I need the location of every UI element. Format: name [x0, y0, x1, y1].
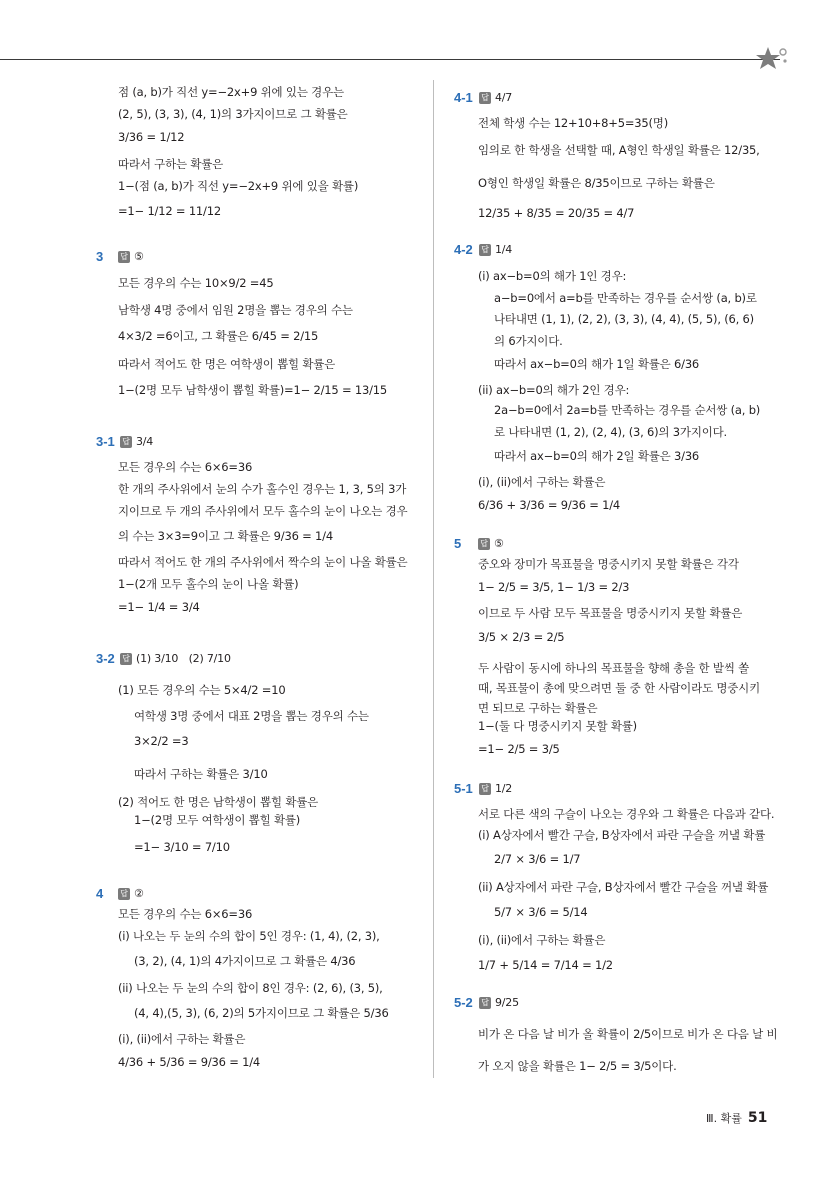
answer-badge: 답 [118, 251, 130, 263]
text-line: 1−(2명 모두 여학생이 뽑힐 확률) [134, 813, 301, 827]
text-line: (i), (ii)에서 구하는 확률은 [118, 1032, 246, 1046]
text-line: =1− 1/4 = 3/4 [118, 600, 200, 614]
text-line: (3, 2), (4, 1)의 4가지이므로 그 확률은 4/36 [134, 954, 356, 968]
problem-number: 5-1 [454, 781, 473, 796]
text-line: (2, 5), (3, 3), (4, 1)의 3가지이므로 그 확률은 [118, 107, 348, 121]
text-line: 4/36 + 5/36 = 9/36 = 1/4 [118, 1055, 261, 1069]
text-line: 따라서 구하는 확률은 3/10 [134, 767, 268, 781]
text-line: 따라서 적어도 한 개의 주사위에서 짝수의 눈이 나올 확률은 [118, 555, 408, 569]
text-line: (i) A상자에서 빨간 구슬, B상자에서 파란 구슬을 꺼낼 확률 [478, 828, 766, 842]
answer-badge: 답 [120, 653, 132, 665]
text-line: 3/36 = 1/12 [118, 130, 185, 144]
text-line: 6/36 + 3/36 = 9/36 = 1/4 [478, 498, 621, 512]
text-line: 1/7 + 5/14 = 7/14 = 1/2 [478, 958, 613, 972]
answer-label [479, 90, 512, 104]
text-line: 1−(2명 모두 남학생이 뽑힐 확률)=1− 2/15 = 13/15 [118, 383, 388, 397]
answer-label [479, 781, 512, 795]
column-divider [433, 80, 434, 1078]
text-line: 의 수는 3×3=9이고 그 확률은 9/36 = 1/4 [118, 529, 333, 543]
answer-value: 9/25 [495, 996, 519, 1009]
text-line: 전체 학생 수는 12+10+8+5=35(명) [478, 116, 668, 130]
answer-badge: 답 [479, 244, 491, 256]
text-line: 임의로 한 학생을 선택할 때, A형인 학생일 확률은 12/35, [478, 143, 760, 157]
answer-badge: 답 [479, 783, 491, 795]
text-line: 나타내면 (1, 1), (2, 2), (3, 3), (4, 4), (5, 5), (6, 6) [494, 312, 754, 326]
text-line: 지이므로 두 개의 주사위에서 모두 홀수의 눈이 나오는 경우 [118, 504, 408, 518]
answer-value: ⑤ [494, 537, 504, 550]
answer-badge: 답 [478, 538, 490, 550]
answer-value: (2) 7/10 [188, 652, 231, 665]
text-line: 점 (a, b)가 직선 y=−2x+9 위에 있는 경우는 [118, 85, 344, 99]
text-line: (ii) ax−b=0의 해가 2인 경우: [478, 383, 630, 397]
answer-value: 1/4 [495, 243, 513, 256]
text-line: =1− 1/12 = 11/12 [118, 204, 221, 218]
text-line: 중오와 장미가 목표물을 명중시키지 못할 확률은 각각 [478, 557, 739, 571]
text-line: 5/7 × 3/6 = 5/14 [494, 905, 588, 919]
problem-number: 3-1 [96, 434, 115, 449]
text-line: 두 사람이 동시에 하나의 목표물을 향해 총을 한 발씩 쏠 [478, 661, 750, 675]
text-line: =1− 2/5 = 3/5 [478, 742, 560, 756]
text-line: 이므로 두 사람 모두 목표물을 명중시키지 못할 확률은 [478, 606, 743, 620]
answer-label [478, 536, 504, 550]
text-line: (ii) A상자에서 파란 구슬, B상자에서 빨간 구슬을 꺼낼 확률 [478, 880, 769, 894]
text-line: 1−(2개 모두 홀수의 눈이 나올 확률) [118, 577, 299, 591]
problem-number: 4-1 [454, 90, 473, 105]
text-line: 4×3/2 =6이고, 그 확률은 6/45 = 2/15 [118, 329, 319, 343]
text-line: 모든 경우의 수는 6×6=36 [118, 907, 253, 921]
text-line: (1) 모든 경우의 수는 5×4/2 =10 [118, 683, 286, 697]
text-line: (4, 4),(5, 3), (6, 2)의 5가지이므로 그 확률은 5/36 [134, 1006, 389, 1020]
text-line: 1− 2/5 = 3/5, 1− 1/3 = 2/3 [478, 580, 630, 594]
answer-badge: 답 [120, 436, 132, 448]
answer-badge: 답 [479, 92, 491, 104]
problem-number: 5-2 [454, 995, 473, 1010]
text-line: (i) 나오는 두 눈의 수의 합이 5인 경우: (1, 4), (2, 3), [118, 929, 380, 943]
text-line: (i) ax−b=0의 해가 1인 경우: [478, 269, 627, 283]
text-line: 따라서 구하는 확률은 [118, 157, 224, 171]
answer-value: ② [134, 887, 144, 900]
text-line: 면 되므로 구하는 확률은 [478, 701, 598, 715]
answer-label [120, 651, 231, 665]
text-line: 모든 경우의 수는 10×9/2 =45 [118, 276, 274, 290]
text-line: 따라서 ax−b=0의 해가 2일 확률은 3/36 [494, 449, 700, 463]
answer-label [118, 886, 144, 900]
text-line: (2) 적어도 한 명은 남학생이 뽑힐 확률은 [118, 795, 319, 809]
answer-label [479, 242, 512, 256]
text-line: 따라서 적어도 한 명은 여학생이 뽑힐 확률은 [118, 357, 336, 371]
answer-value: (1) 3/10 [136, 652, 179, 665]
text-line: 모든 경우의 수는 6×6=36 [118, 460, 253, 474]
answer-value: 1/2 [495, 782, 513, 795]
text-line: 때, 목표물이 총에 맞으려면 둘 중 한 사람이라도 명중시키 [478, 681, 761, 695]
text-line: 3/5 × 2/3 = 2/5 [478, 630, 565, 644]
answer-badge: 답 [118, 888, 130, 900]
text-line: 가 오지 않을 확률은 1− 2/5 = 3/5이다. [478, 1059, 677, 1073]
text-line: 로 나타내면 (1, 2), (2, 4), (3, 6)의 3가지이다. [494, 425, 728, 439]
text-line: =1− 3/10 = 7/10 [134, 840, 230, 854]
answer-value: 3/4 [136, 435, 154, 448]
page-number: 51 [747, 1110, 768, 1126]
answer-value: ⑤ [134, 250, 144, 263]
page-footer [706, 1110, 767, 1126]
text-line: 서로 다른 색의 구슬이 나오는 경우와 그 확률은 다음과 같다. [478, 807, 775, 821]
text-line: (ii) 나오는 두 눈의 수의 합이 8인 경우: (2, 6), (3, 5), [118, 981, 383, 995]
answer-value: 4/7 [495, 91, 513, 104]
text-line: 따라서 ax−b=0의 해가 1일 확률은 6/36 [494, 357, 700, 371]
header-rule [0, 59, 780, 60]
text-line: 2/7 × 3/6 = 1/7 [494, 852, 581, 866]
text-line: 남학생 4명 중에서 임원 2명을 뽑는 경우의 수는 [118, 303, 353, 317]
text-line: 1−(점 (a, b)가 직선 y=−2x+9 위에 있을 확률) [118, 179, 359, 193]
problem-number: 3-2 [96, 651, 115, 666]
problem-number: 3 [96, 249, 104, 264]
text-line: 의 6가지이다. [494, 334, 563, 348]
star-icon [754, 44, 790, 74]
problem-number: 4 [96, 886, 104, 901]
text-line: a−b=0에서 a=b를 만족하는 경우를 순서쌍 (a, b)로 [494, 291, 757, 305]
text-line: 비가 온 다음 날 비가 올 확률이 2/5이므로 비가 온 다음 날 비 [478, 1027, 778, 1041]
text-line: (i), (ii)에서 구하는 확률은 [478, 475, 606, 489]
text-line: 여학생 3명 중에서 대표 2명을 뽑는 경우의 수는 [134, 709, 369, 723]
text-line: 2a−b=0에서 2a=b를 만족하는 경우를 순서쌍 (a, b) [494, 403, 761, 417]
section-label: Ⅲ. 확률 [706, 1112, 742, 1125]
answer-label [120, 434, 153, 448]
text-line: 1−(둘 다 명중시키지 못할 확률) [478, 719, 637, 733]
text-line: 12/35 + 8/35 = 20/35 = 4/7 [478, 206, 635, 220]
answer-label [479, 995, 519, 1009]
problem-number: 4-2 [454, 242, 473, 257]
text-line: O형인 학생일 확률은 8/35이므로 구하는 확률은 [478, 176, 715, 190]
text-line: 한 개의 주사위에서 눈의 수가 홀수인 경우는 1, 3, 5의 3가 [118, 482, 407, 496]
answer-label [118, 249, 144, 263]
text-line: (i), (ii)에서 구하는 확률은 [478, 933, 606, 947]
problem-number: 5 [454, 536, 462, 551]
answer-badge: 답 [479, 997, 491, 1009]
text-line: 3×2/2 =3 [134, 734, 189, 748]
